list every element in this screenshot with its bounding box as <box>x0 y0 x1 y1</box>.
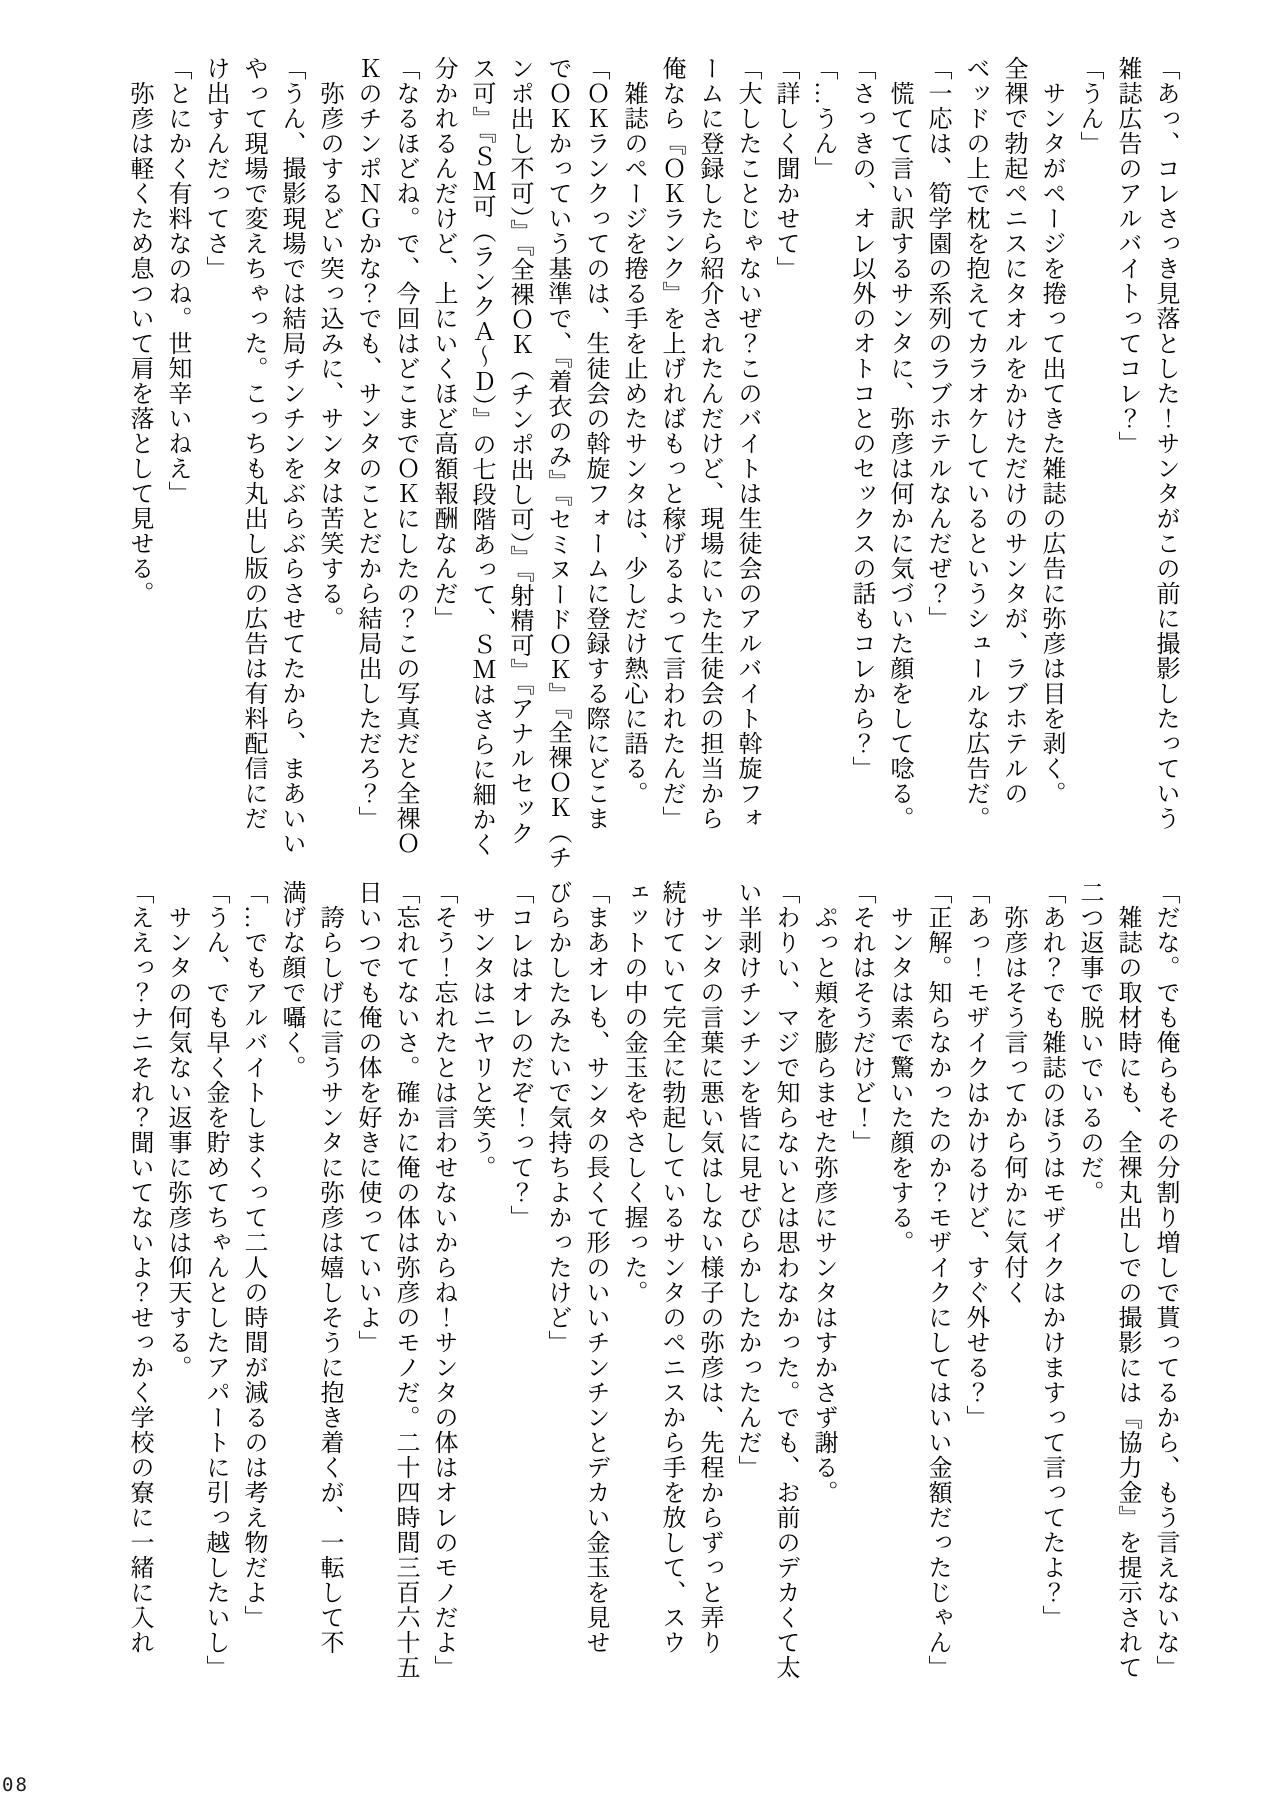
text-line: ェットの中の金玉をやさしく握った。 <box>620 880 646 1305</box>
upper-text-block <box>120 56 1184 870</box>
text-line: 雑誌のページを捲る手を止めたサンタは、少しだけ熱心に語る。 <box>620 56 646 806</box>
text-line: 「とにかく有料なのね。世知辛いねえ」 <box>164 56 190 506</box>
text-line: でＯＫかっていう基準で、『着衣のみ』『セミヌードＯＫ』『全裸ＯＫ（チ <box>544 56 570 870</box>
text-line: 二つ返事で脱いでいるのだ。 <box>1076 880 1102 1205</box>
text-line: 「…でもアルバイトしまくって二人の時間が減るのは考え物だよ」 <box>240 880 266 1630</box>
text-line: 「まあオレも、サンタの長くて形のいいチンチンとデカい金玉を見せ <box>582 880 608 1655</box>
text-line: ンポ出し不可）』『全裸ＯＫ（チンポ出し可）』『射精可』『アナルセック <box>506 56 532 846</box>
text-line: 全裸で勃起ペニスにタオルをかけただけのサンタが、ラブホテルの <box>1000 56 1026 806</box>
text-line: ス可』『ＳＭ可（ランクＡ～Ｄ）』の七段階あって、ＳＭはさらに細かく <box>468 56 494 857</box>
text-line: 「うん、撮影現場では結局チンチンをぶらぶらさせてたから、まあいい <box>278 56 304 856</box>
text-line: 日いつでも俺の体を好きに使っていいよ」 <box>354 880 380 1355</box>
text-line: ぷっと頬を膨らませた弥彦にサンタはすかさず謝る。 <box>810 880 836 1505</box>
text-line: 弥彦は軽くため息ついて肩を落として見せる。 <box>126 56 152 606</box>
text-line: 満げな顔で囁く。 <box>278 880 304 1080</box>
text-line: 「そう！忘れたとは言わせないからね！サンタの体はオレのモノだよ」 <box>430 880 456 1680</box>
text-line: 続けていて完全に勃起しているサンタのペニスから手を放して、スウ <box>658 880 684 1655</box>
lower-text-block <box>120 880 1184 1680</box>
text-line: 弥彦のするどい突っ込みに、サンタは苦笑する。 <box>316 56 342 631</box>
text-line: ベッドの上で枕を抱えてカラオケしているというシュールな広告だ。 <box>962 56 988 831</box>
page-number: 08 <box>2 1774 29 1796</box>
text-line: サンタはニヤリと笑う。 <box>468 880 494 1180</box>
text-line: 「あっ！モザイクはかけるけど、すぐ外せる？」 <box>962 880 988 1430</box>
text-line: 「詳しく聞かせて」 <box>772 56 798 281</box>
text-line: 雑誌広告のアルバイトってコレ？」 <box>1114 56 1140 456</box>
text-line: 「さっきの、オレ以外のオトコとのセックスの話もコレから？」 <box>848 56 874 781</box>
text-line: 「コレはオレのだぞ！って？」 <box>506 880 532 1230</box>
text-line: 分かれるんだけど、上にいくほど高額報酬なんだ」 <box>430 56 456 631</box>
text-line: 「あれ？でも雑誌のほうはモザイクはかけますって言ってたよ？」 <box>1038 880 1064 1630</box>
text-line: 「大したことじゃないぜ？このバイトは生徒会のアルバイト斡旋フォ <box>734 56 760 831</box>
text-line: 「一応は、筍学園の系列のラブホテルなんだぜ？」 <box>924 56 950 631</box>
text-line: 「忘れてないさ。確かに俺の体は弥彦のモノだ。二十四時間三百六十五 <box>392 880 418 1680</box>
text-line: 俺なら『ＯＫランク』を上げればもっと稼げるよって言われたんだ」 <box>658 56 684 831</box>
text-line: 弥彦はそう言ってから何かに気付く <box>1000 880 1026 1305</box>
text-line: 「…うん」 <box>810 56 836 181</box>
text-line: 「ＯＫランクってのは、生徒会の斡旋フォームに登録する際にどこま <box>582 56 608 831</box>
text-line: サンタの何気ない返事に弥彦は仰天する。 <box>164 880 190 1380</box>
text-line: 「正解。知らなかったのか？モザイクにしてはいい金額だったじゃん」 <box>924 880 950 1680</box>
text-line: ＫのチンポＮＧかな？でも、サンタのことだから結局出しただろ？」 <box>354 56 380 831</box>
text-line: 「あっ、コレさっき見落とした！サンタがこの前に撮影したっていう <box>1152 56 1178 831</box>
text-line: 「ええっ？ナニそれ？聞いてないよ？せっかく学校の寮に一緒に入れ <box>126 880 152 1655</box>
text-line: け出すんだってさ」 <box>202 56 228 281</box>
text-line: 「なるほどね。で、今回はどこまでＯＫにしたの？この写真だと全裸Ｏ <box>392 56 418 856</box>
text-line: 「うん、でも早く金を貯めてちゃんとしたアパートに引っ越したいし」 <box>202 880 228 1680</box>
text-line: ームに登録したら紹介されたんだけど、現場にいた生徒会の担当から <box>696 56 722 831</box>
text-line: サンタの言葉に悪い気はしない様子の弥彦は、先程からずっと弄り <box>696 880 722 1655</box>
text-line: サンタは素で驚いた顔をする。 <box>886 880 912 1255</box>
text-line: 慌てて言い訳するサンタに、弥彦は何かに気づいた顔をして唸る。 <box>886 56 912 831</box>
text-line: 「うん」 <box>1076 56 1102 156</box>
text-line: びらかしたみたいで気持ちよかったけど」 <box>544 880 570 1355</box>
text-line: い半剥けチンチンを皆に見せびらかしたかったんだ」 <box>734 880 760 1480</box>
text-line: 「それはそうだけど！」 <box>848 880 874 1155</box>
text-line: 雑誌の取材時にも、全裸丸出しでの撮影には『協力金』を提示されて <box>1114 880 1140 1680</box>
text-line: やって現場で変えちゃった。こっちも丸出し版の広告は有料配信にだ <box>240 56 266 831</box>
text-line: 誇らしげに言うサンタに弥彦は嬉しそうに抱き着くが、一転して不 <box>316 880 342 1655</box>
text-line: 「だな。でも俺らもその分割り増しで貰ってるから、もう言えないな」 <box>1152 880 1178 1680</box>
text-line: 「わりい、マジで知らないとは思わなかった。でも、お前のデカくて太 <box>772 880 798 1680</box>
text-line: サンタがページを捲って出てきた雑誌の広告に弥彦は目を剥く。 <box>1038 56 1064 806</box>
